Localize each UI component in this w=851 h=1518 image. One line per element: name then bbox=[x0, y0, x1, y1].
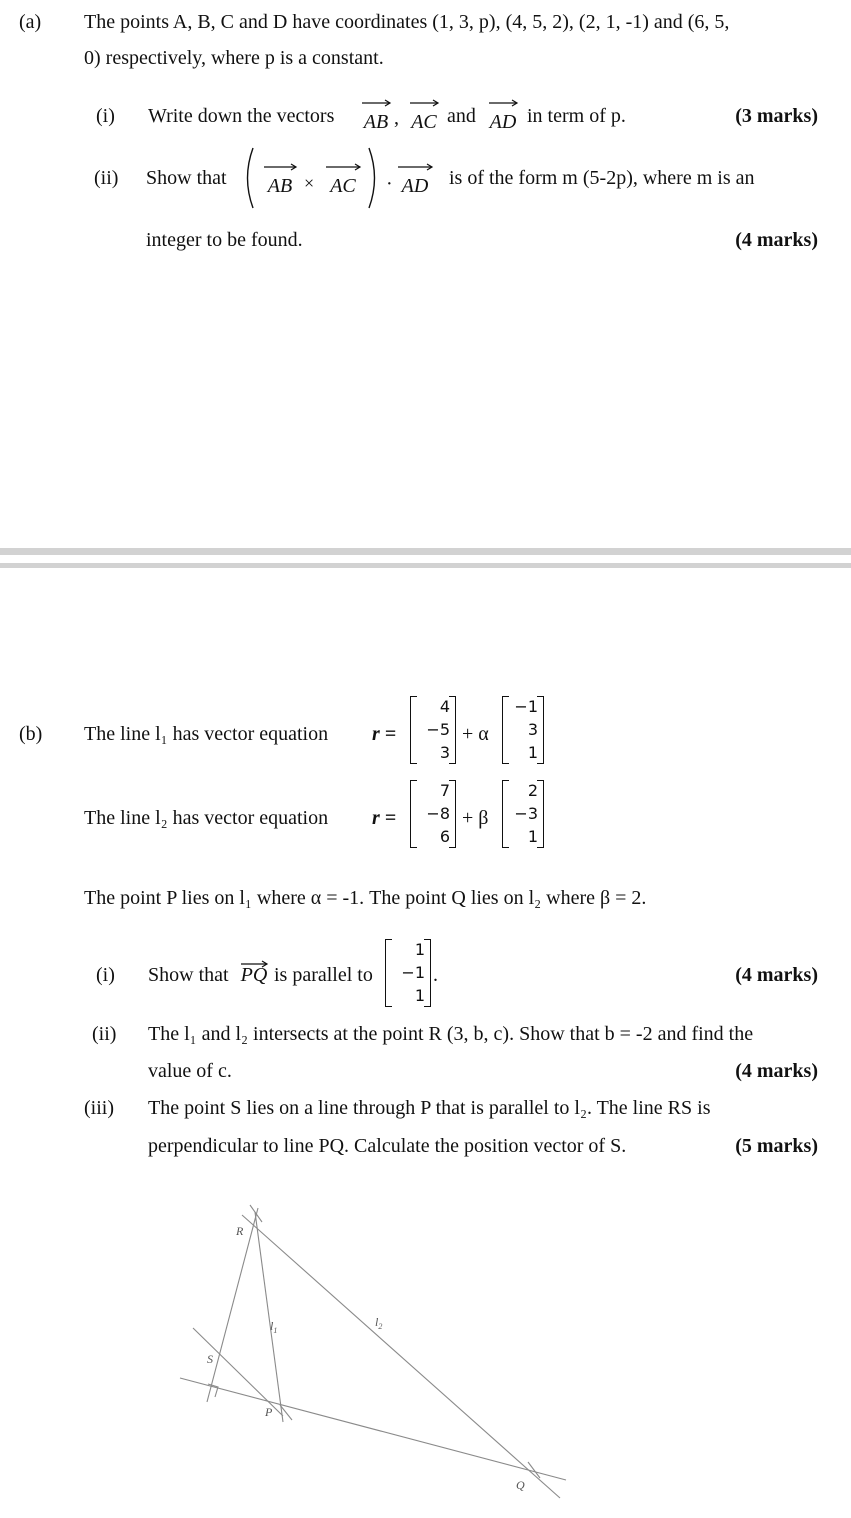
part-b-iii-line1: The point S lies on a line through P that is parallel to l₂. The line RS is bbox=[148, 1097, 711, 1119]
line-rs bbox=[207, 1208, 258, 1402]
matrix-entry: −1 bbox=[514, 697, 538, 717]
part-a-intro-line1: The points A, B, C and D have coordinates (1, 3, p), (4, 5, 2), (2, 1, -1) and (6, 5, bbox=[84, 11, 730, 33]
matrix-entry: 1 bbox=[527, 826, 538, 846]
pq-text: The point P lies on l₁ where α = -1. The point Q lies on l₂ where β = 2. bbox=[84, 887, 647, 909]
matrix-entry: −5 bbox=[426, 719, 450, 739]
dot-symbol: · bbox=[386, 173, 393, 195]
line-label-l1-sub: 1 bbox=[273, 1326, 278, 1335]
part-a-ii-line2: integer to be found. bbox=[146, 229, 303, 251]
matrix-entry: 6 bbox=[439, 826, 450, 846]
point-label-s: S bbox=[207, 1352, 213, 1366]
part-a-intro-line2: 0) respectively, where p is a constant. bbox=[84, 47, 384, 69]
part-b-ii-line1: The l₁ and l₂ intersects at the point R (3, b, c). Show that b = -2 and find the bbox=[148, 1023, 754, 1045]
line-label-l2-sub: 2 bbox=[378, 1322, 383, 1331]
line-label-l1-main: l bbox=[270, 1319, 274, 1333]
part-a-i-suffix: in term of p. bbox=[527, 105, 626, 127]
line-l1-text: The line l₁ has vector equation bbox=[84, 723, 329, 745]
matrix-entry: 4 bbox=[439, 697, 450, 717]
line-pq bbox=[180, 1378, 566, 1480]
part-a-ii-marks: (4 marks) bbox=[735, 229, 818, 251]
line-l2-r: r = bbox=[372, 807, 397, 829]
matrix-entry: 3 bbox=[439, 742, 450, 762]
point-label-p: P bbox=[265, 1405, 273, 1419]
part-b-i-prefix: Show that bbox=[148, 964, 229, 986]
matrix-entry: 3 bbox=[527, 719, 538, 739]
point-label-q: Q bbox=[516, 1478, 525, 1492]
part-a-label: (a) bbox=[19, 11, 42, 33]
line-l2-text: The line l₂ has vector equation bbox=[84, 807, 329, 829]
cross-symbol: × bbox=[304, 173, 315, 193]
matrix-entry: 7 bbox=[439, 781, 450, 801]
matrix-entry: 1 bbox=[414, 940, 425, 960]
part-a-i-label: (i) bbox=[96, 105, 115, 127]
line-label-l1 bbox=[270, 1319, 277, 1335]
matrix-entry: −1 bbox=[401, 962, 425, 982]
part-b-iii-marks: (5 marks) bbox=[735, 1135, 818, 1157]
part-b-iii-line2: perpendicular to line PQ. Calculate the position vector of S. bbox=[148, 1135, 627, 1157]
part-a-ii-text: Show that bbox=[146, 167, 227, 189]
point-label-r: R bbox=[236, 1224, 244, 1238]
line-l1 bbox=[255, 1212, 283, 1422]
vector-ab: AB bbox=[360, 112, 392, 132]
part-b-i-label: (i) bbox=[96, 964, 115, 986]
vector-ad: AD bbox=[487, 112, 519, 132]
part-a-i-text: Write down the vectors bbox=[148, 105, 335, 127]
matrix-entry: −8 bbox=[426, 803, 450, 823]
part-a-i-sep: , bbox=[394, 107, 399, 129]
vector-ac: AC bbox=[408, 112, 440, 132]
part-b-label: (b) bbox=[19, 723, 43, 745]
part-b-ii-line2: value of c. bbox=[148, 1060, 232, 1082]
matrix-entry: 1 bbox=[527, 742, 538, 762]
l2-param: + β bbox=[462, 807, 489, 829]
vector-ab-ii: AB bbox=[262, 176, 298, 196]
matrix-entry: 1 bbox=[414, 985, 425, 1005]
part-b-i-mid: is parallel to bbox=[274, 964, 373, 986]
vector-ad-ii: AD bbox=[396, 176, 434, 196]
line-l2 bbox=[242, 1215, 560, 1498]
matrix-entry: −3 bbox=[514, 803, 538, 823]
part-b-i-period: . bbox=[433, 964, 438, 986]
line-label-l2-main: l bbox=[375, 1315, 379, 1329]
part-b-ii-marks: (4 marks) bbox=[735, 1060, 818, 1082]
part-a-ii-label: (ii) bbox=[94, 167, 119, 189]
vector-ac-ii: AC bbox=[324, 176, 362, 196]
line-l1-r: r = bbox=[372, 723, 397, 745]
part-b-iii-label: (iii) bbox=[84, 1097, 114, 1119]
vector-pq: PQ bbox=[239, 965, 269, 985]
part-a-i-and: and bbox=[447, 105, 476, 127]
line-sq bbox=[193, 1328, 283, 1416]
part-b-ii-label: (ii) bbox=[92, 1023, 117, 1045]
matrix-entry: 2 bbox=[527, 781, 538, 801]
part-a-ii-suffix: is of the form m (5-2p), where m is an bbox=[449, 167, 755, 189]
line-label-l2 bbox=[375, 1315, 382, 1331]
part-a-i-marks: (3 marks) bbox=[735, 105, 818, 127]
l1-param: + α bbox=[462, 723, 489, 745]
part-b-i-marks: (4 marks) bbox=[735, 964, 818, 986]
